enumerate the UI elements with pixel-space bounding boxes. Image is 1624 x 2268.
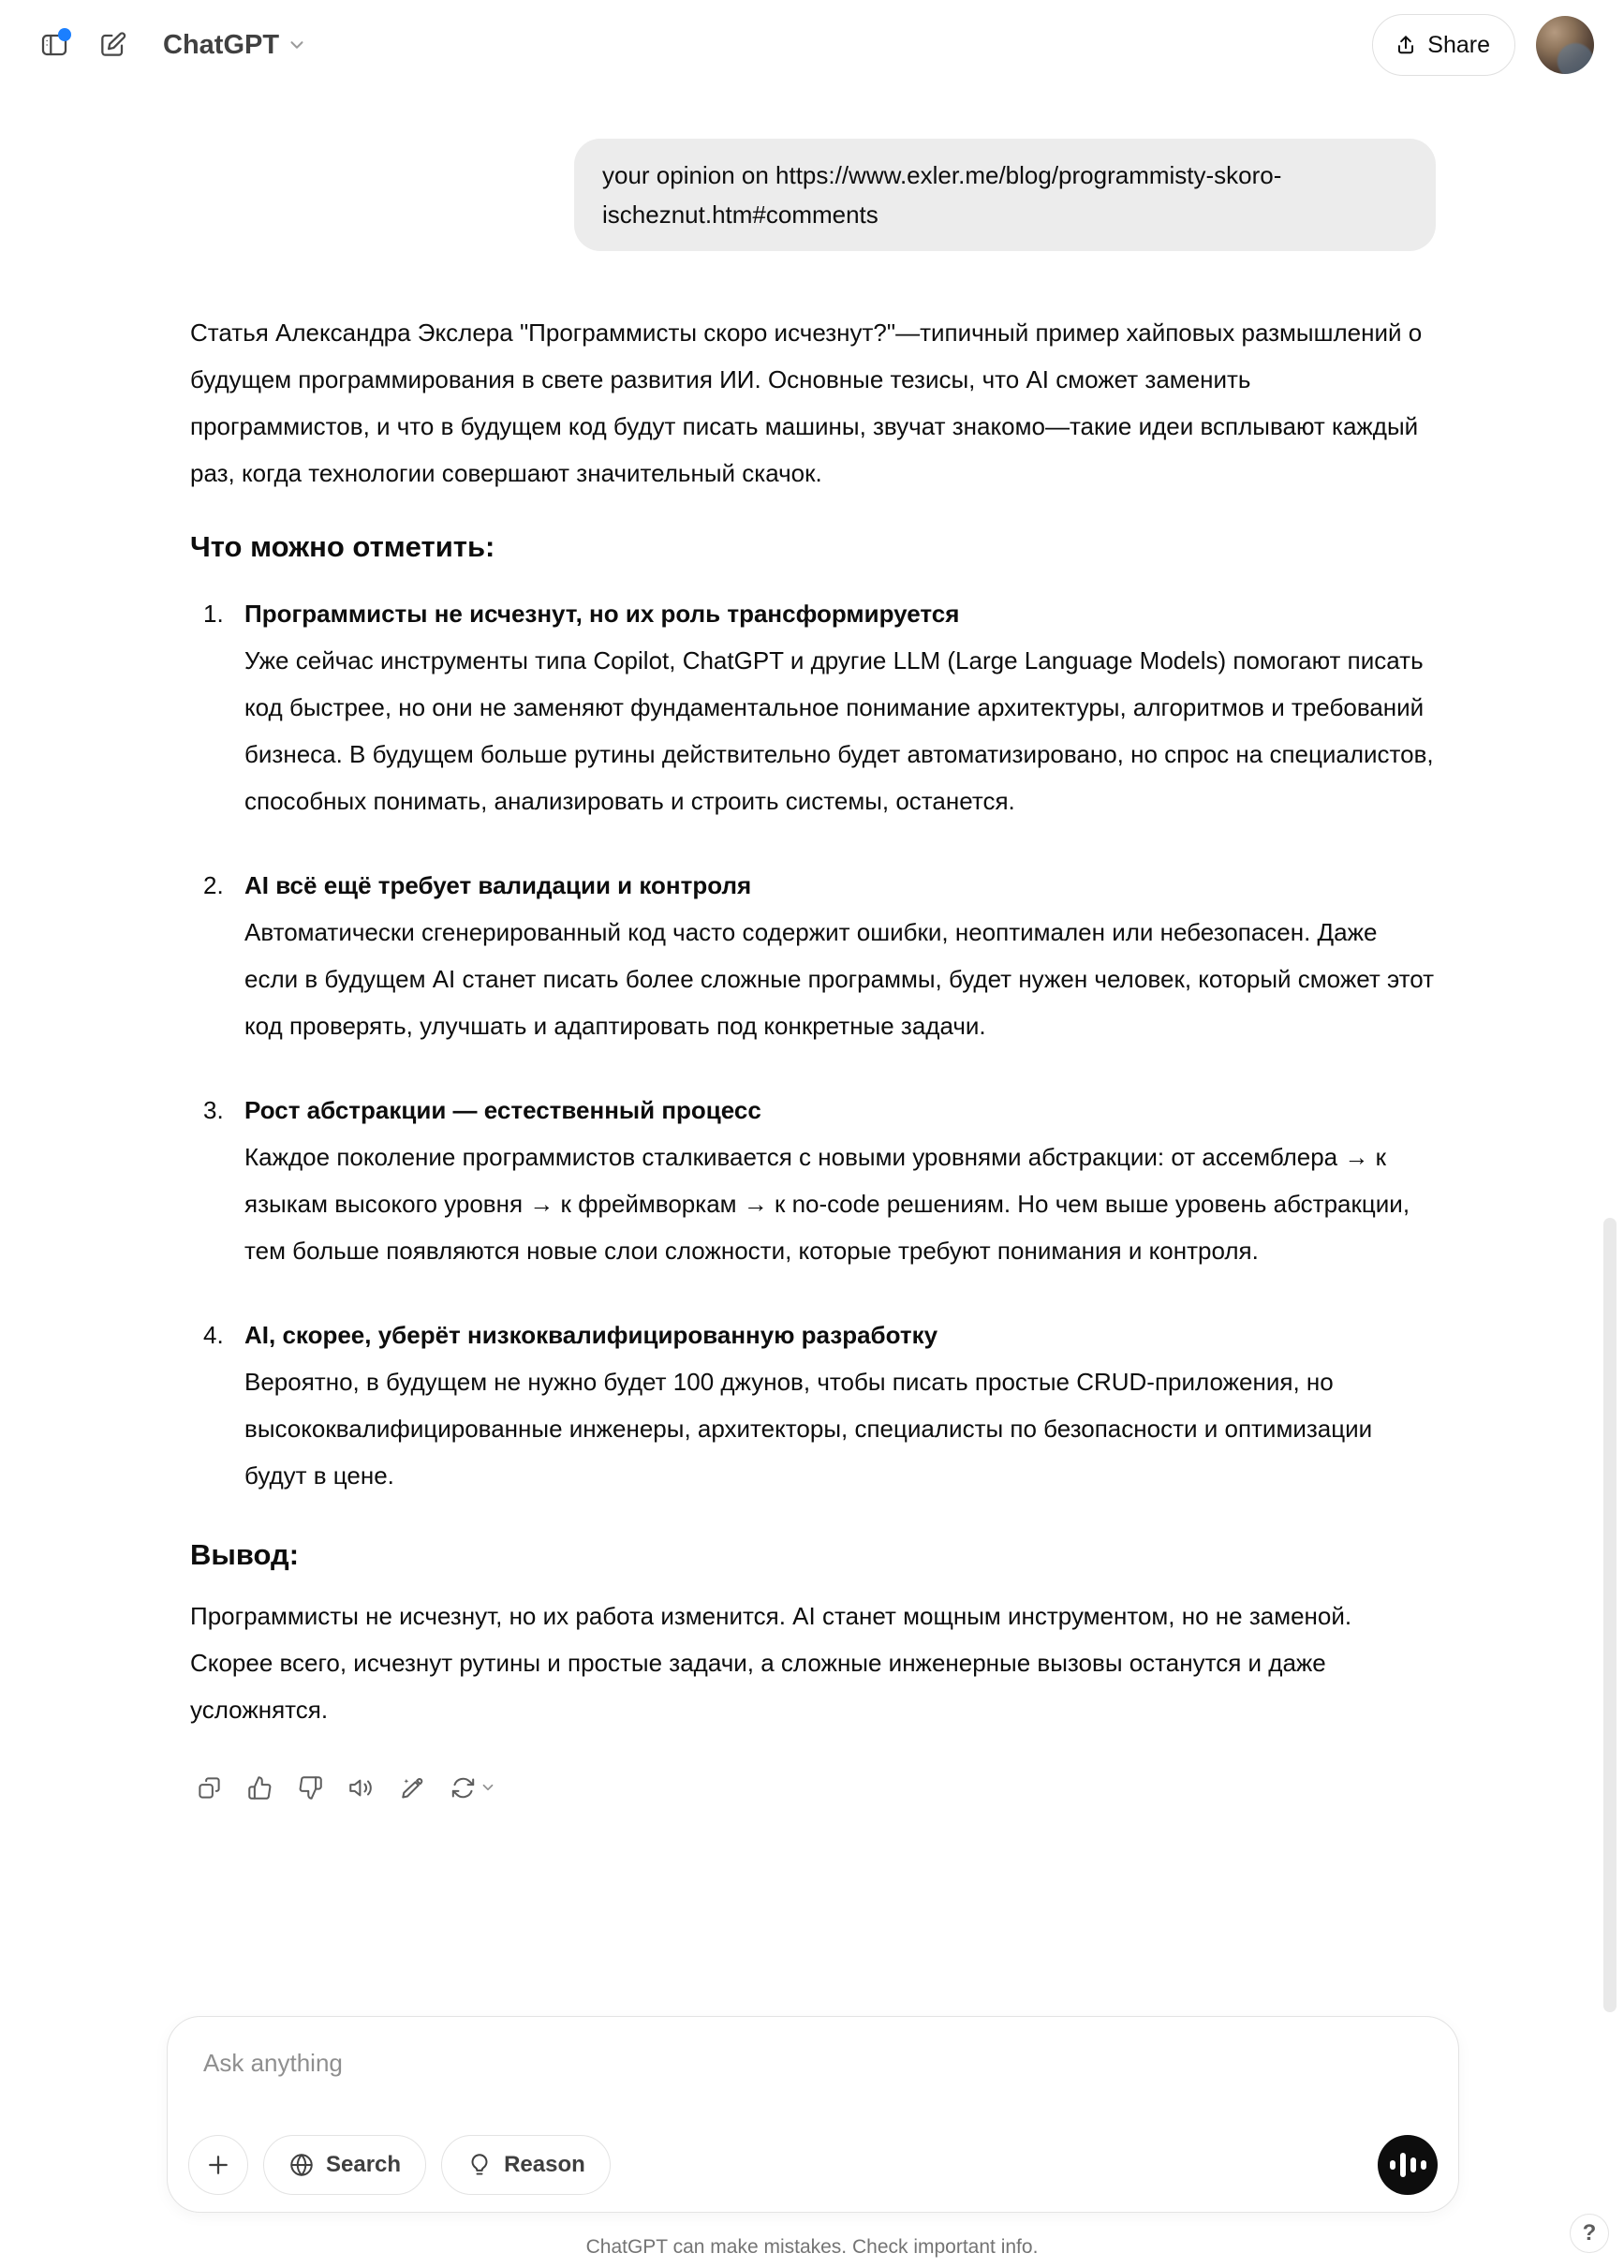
upload-icon [1394, 33, 1418, 57]
chevron-down-icon [287, 35, 307, 55]
user-message-bubble: your opinion on https://www.exler.me/blog/programmisty-skoro-ischeznut.htm#comments [574, 139, 1436, 251]
composer [167, 2016, 1459, 2213]
topbar-left [32, 22, 317, 67]
list-item-number: 1. [203, 600, 224, 628]
list-item-body: Вероятно, в будущем не нужно будет 100 джунов, чтобы писать простые CRUD-приложения, но высококвалифицированные инженеры, архитекторы, специалисты по безопасности и оптимизации будут в цене. [244, 1368, 1373, 1490]
lightbulb-icon [466, 2152, 493, 2178]
conclusion-heading: Вывод: [190, 1538, 300, 1571]
disclaimer-text: ChatGPT can make mistakes. Check important info. [585, 2236, 1039, 2258]
composer-controls [188, 2135, 1438, 2195]
copy-icon [197, 1775, 222, 1801]
message-action-bar [190, 1769, 1436, 1806]
share-button[interactable] [1372, 14, 1515, 76]
list-item-number: 4. [203, 1321, 224, 1349]
regenerate-button[interactable] [443, 1769, 503, 1806]
regenerate-icon [450, 1775, 476, 1801]
list-item-title: AI всё ещё требует валидации и контроля [244, 871, 752, 899]
speaker-icon [348, 1775, 374, 1801]
list-item [190, 1087, 1436, 1274]
section-heading: Что можно отметить: [190, 530, 495, 563]
top-bar [0, 0, 1624, 90]
attach-button[interactable] [188, 2135, 248, 2195]
list-item [190, 862, 1436, 1049]
conclusion-text: Программисты не исчезнут, но их работа изменится. AI станет мощным инструментом, но не заменой. Скорее всего, исчезнут рутины и простые задачи, а сложные инженерные вызовы останутся и даже усложнятся. [190, 1602, 1352, 1724]
conversation [190, 90, 1436, 1806]
thumbs-up-icon [247, 1775, 273, 1801]
list-item-title: AI, скорее, уберёт низкоквалифицированную разработку [244, 1321, 938, 1349]
edit-sparkle-icon [399, 1775, 424, 1801]
plus-icon [204, 2151, 232, 2179]
composer-input[interactable]: Ask anything [203, 2049, 343, 2077]
list-item-body: Уже сейчас инструменты типа Copilot, ChatGPT и другие LLM (Large Language Models) помогают писать код быстрее, но они не заменяют фундаментальное понимание архитектуры, алгоритмов и требований бизнеса. В будущем больше рутины действительно будет автоматизировано, но спрос на специалистов, способных понимать, анализировать и строить системы, останется. [244, 646, 1434, 815]
share-label: Share [1427, 31, 1490, 58]
search-toggle-button[interactable] [263, 2135, 426, 2195]
list-item [190, 590, 1436, 824]
chevron-down-icon [480, 1779, 496, 1796]
reason-label: Reason [504, 2152, 585, 2177]
reason-toggle-button[interactable] [441, 2135, 611, 2195]
globe-icon [288, 2152, 315, 2178]
model-switcher[interactable] [154, 24, 317, 67]
list-item-number: 3. [203, 1096, 224, 1124]
list-item [190, 1312, 1436, 1499]
new-chat-icon [97, 30, 127, 60]
scrollbar-thumb[interactable] [1603, 1218, 1617, 2012]
sidebar-toggle-button[interactable] [32, 22, 77, 67]
list-item-title: Рост абстракции — естественный процесс [244, 1096, 761, 1124]
user-message-row [190, 139, 1436, 251]
voice-mode-button[interactable] [1378, 2135, 1438, 2195]
copy-button[interactable] [190, 1769, 228, 1806]
thumbs-down-icon [298, 1775, 323, 1801]
assistant-intro: Статья Александра Экслера "Программисты скоро исчезнут?"—типичный пример хайповых размышлений о будущем программирования в свете развития ИИ. Основные тезисы, что AI сможет заменить программистов, и что в будущем код будут писать машины, звучат знакомо—такие идеи всплывают каждый раз, когда технологии совершают значительный скачок. [190, 319, 1423, 487]
search-label: Search [326, 2152, 402, 2177]
numbered-list [190, 590, 1436, 1499]
list-item-body: Каждое поколение программистов сталкивается с новыми уровнями абстракции: от ассемблера → к языкам высокого уровня → к фреймворкам → к no-code решениям. Но чем выше уровень абстракции, тем больше появляются новые слои сложности, которые требуют понимания и контроля. [244, 1143, 1410, 1265]
topbar-right [1372, 14, 1594, 76]
voice-waveform-icon [1390, 2153, 1426, 2177]
read-aloud-button[interactable] [342, 1769, 379, 1806]
list-item-number: 2. [203, 871, 224, 899]
notification-dot [58, 28, 71, 41]
help-button[interactable]: ? [1570, 2214, 1609, 2253]
avatar[interactable] [1536, 16, 1594, 74]
list-item-title: Программисты не исчезнут, но их роль трансформируется [244, 600, 960, 628]
app-title: ChatGPT [163, 29, 280, 60]
thumbs-down-button[interactable] [291, 1769, 329, 1806]
assistant-message [190, 309, 1436, 1806]
thumbs-up-button[interactable] [241, 1769, 278, 1806]
edit-in-canvas-button[interactable] [392, 1769, 430, 1806]
new-chat-button[interactable] [90, 22, 135, 67]
list-item-body: Автоматически сгенерированный код часто содержит ошибки, неоптимален или небезопасен. Даже если в будущем AI станет писать более сложные программы, будет нужен человек, который сможет этот код проверять, улучшать и адаптировать под конкретные задачи. [244, 918, 1435, 1040]
